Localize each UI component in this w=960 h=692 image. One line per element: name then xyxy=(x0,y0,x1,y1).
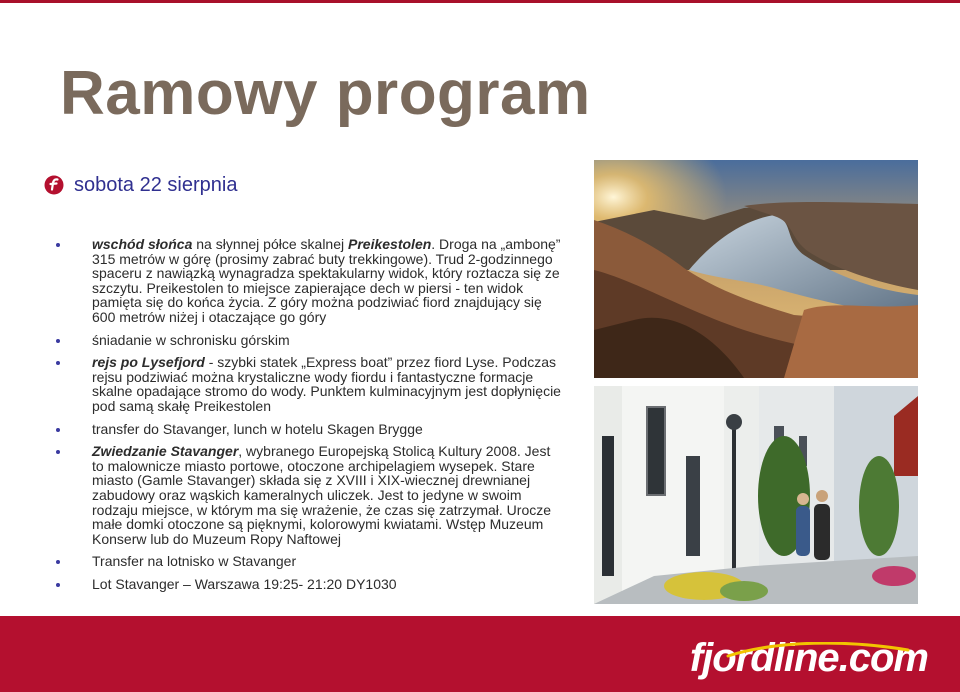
item-text: śniadanie w schronisku górskim xyxy=(92,331,290,348)
program-item-sunrise xyxy=(56,237,564,325)
fjordline-logo: fjordline.com xyxy=(689,636,928,680)
item-highlight: rejs po Lysefjord xyxy=(92,354,205,371)
item-text: transfer do Stavanger, lunch w hotelu Skagen Brygge xyxy=(92,420,423,437)
program-item-breakfast xyxy=(56,333,564,348)
item-highlight: Zwiedzanie Stavanger xyxy=(92,443,239,460)
item-highlight: Preikestolen xyxy=(348,236,432,252)
item-text: , wybranego Europejską Stolicą Kultury 2008. Jest to malownicze miasto portowe, otoczone archipelagiem wysepek. Stare miasto (Gamle Stavanger) składa się z XVIII i XIX-wiecznej drewnianej zabudowy oraz wąskich kameralnych uliczek. Jest to jedyne w swoim rodzaju miejsce, w którym ma się wrażenie, że czas się zatrzymał. Urocze małe domki otoczone są pięknymi, kolorowymi kwiatami. Wstęp Muzeum Konserw lub do Muzeum Ropy Naftowej xyxy=(92,443,552,547)
stavanger-street-photo xyxy=(594,386,918,604)
top-accent-line xyxy=(0,0,960,3)
item-text: na słynnej półce skalnej xyxy=(196,236,349,252)
program-list xyxy=(56,237,564,599)
program-item-sightseeing xyxy=(56,444,564,546)
page-title: Ramowy program xyxy=(60,59,591,128)
fjordline-f-icon xyxy=(44,175,64,195)
day-heading xyxy=(44,172,237,198)
day-label: sobota 22 sierpnia xyxy=(74,173,238,196)
item-highlight: wschód słońca xyxy=(92,236,193,252)
item-text: - szybki statek „Express boat” przez fiord Lyse. Podczas rejsu podziwiać można krystaliczne wody fiordu i fantastyczne formacje skalne opadające stromo do wody. Punktem kulminacyjnym jest dopłynięcie pod samą skałę Preikestolen xyxy=(92,354,561,414)
item-text: Transfer na lotnisko w Stavanger xyxy=(92,553,297,570)
program-item-transfer-hotel xyxy=(56,422,564,437)
logo-swoosh-icon xyxy=(718,642,918,662)
program-item-transfer-airport xyxy=(56,554,564,569)
item-text: Lot Stavanger – Warszawa 19:25- 21:20 DY1030 xyxy=(92,575,397,592)
program-item-cruise xyxy=(56,355,564,413)
fjord-sunset-photo xyxy=(594,160,918,378)
item-text: . Droga na „ambonę” 315 metrów w górę (prosimy zabrać buty trekkingowe). Trud 2-godzinnego spaceru z nawiązką wynagradza spektakularny widok, który roztacza się ze szczytu. Preikestolen to miejsce zapierające dech w piersi - ten widok pamięta się do końca życia. Z góry można podziwiać fiord znajdujący się 600 metrów niżej i otaczające go góry xyxy=(92,236,561,325)
program-item-flight xyxy=(56,577,564,592)
